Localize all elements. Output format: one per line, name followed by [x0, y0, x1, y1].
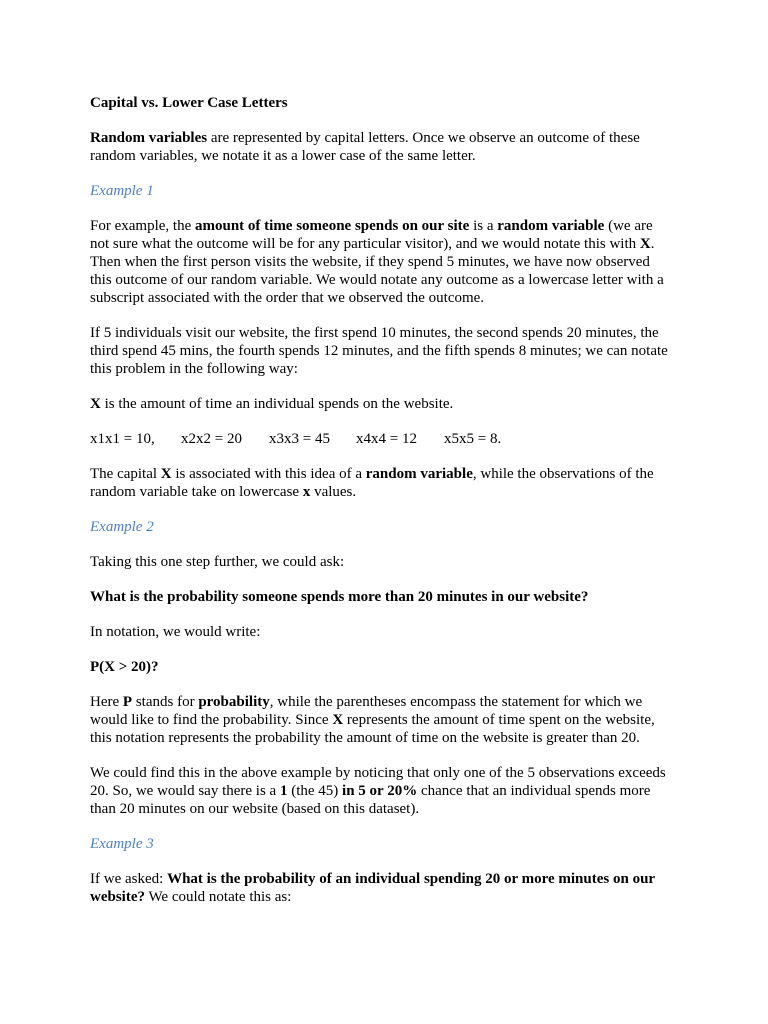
example-1-heading: Example 1	[90, 183, 154, 199]
intro-term: Random variables	[90, 130, 208, 146]
text-run: Here	[90, 694, 123, 710]
example-1-paragraph-2: If 5 individuals visit our website, the first spend 10 minutes, the second spends 20 minutes, the third spend 45 mins, the fourth spends 12 minutes, and the fifth spends 8 minutes; we can notate this problem in the following way:	[90, 325, 668, 377]
bold-run: P	[122, 694, 133, 710]
text-run: We could notate this as:	[145, 889, 292, 905]
observations-line	[90, 430, 672, 448]
text-run: , while the observations of the random variable take on lowercase	[90, 466, 654, 500]
text-run: chance that an individual spends more than 20 minutes on our website (based on this dataset).	[90, 783, 651, 817]
example-2-paragraph-4	[90, 764, 672, 818]
bold-run: amount of time someone spends on our site	[194, 218, 470, 234]
example-2-question	[90, 588, 672, 606]
example-2-paragraph-1: Taking this one step further, we could ask:	[90, 554, 345, 570]
example-3-heading: Example 3	[90, 836, 154, 852]
example-2-paragraph-3	[90, 693, 672, 747]
text-run: (we are not sure what the outcome will be for any particular visitor), and we would notate this with	[90, 218, 653, 252]
example-1-paragraph-3	[90, 395, 672, 413]
notation-text: P(X > 20)?	[90, 659, 159, 675]
text-run: The capital	[90, 466, 161, 482]
bold-run: X	[160, 466, 172, 482]
observation-3: x3x3 = 45	[269, 431, 330, 447]
probability-notation	[90, 658, 672, 676]
example-2-heading: Example 2	[90, 519, 154, 535]
text-run: (the 45)	[287, 783, 343, 799]
text-run: If we asked:	[90, 871, 168, 887]
observation-4: x4x4 = 12	[356, 431, 417, 447]
example-1-paragraph-1	[90, 217, 672, 307]
bold-run: X	[639, 236, 651, 252]
example-1-paragraph-4	[90, 465, 672, 501]
bold-run: random variable	[497, 218, 605, 234]
bold-run: X	[90, 396, 101, 412]
bold-run: random variable	[365, 466, 473, 482]
bold-run: What is the probability of an individual spending 20 or more minutes on our website?	[90, 871, 655, 905]
text-run: represents the amount of time spent on the website, this notation represents the probability the amount of time on the website is greater than 20.	[90, 712, 655, 746]
bold-run: in 5 or 20%	[342, 783, 418, 799]
document-title: Capital vs. Lower Case Letters	[90, 95, 288, 111]
intro-paragraph	[90, 129, 672, 165]
observation-1: x1x1 = 10,	[90, 431, 155, 447]
text-run: stands for	[132, 694, 199, 710]
text-run: For example, the	[90, 218, 195, 234]
bold-run: X	[332, 712, 344, 728]
text-run: values.	[310, 484, 357, 500]
text-run: is the amount of time an individual spends on the website.	[100, 396, 454, 412]
text-run: is associated with this idea of a	[171, 466, 366, 482]
example-2-paragraph-2: In notation, we would write:	[90, 624, 261, 640]
bold-run: 1	[279, 783, 288, 799]
observation-2: x2x2 = 20	[181, 431, 242, 447]
bold-run: x	[302, 484, 311, 500]
text-run: We could find this in the above example by noticing that only one of the 5 observations exceeds 20. So, we would say there is a	[90, 765, 666, 799]
text-run: , while the parentheses encompass the statement for which we would like to find the probability. Since	[90, 694, 643, 728]
text-run: . Then when the first person visits the website, if they spend 5 minutes, we have now observed this outcome of our random variable. We would notate any outcome as a lowercase letter with a subscript associated with the order that we observed the outcome.	[90, 236, 664, 306]
intro-text: are represented by capital letters. Once we observe an outcome of these random variables, we notate it as a lower case of the same letter.	[90, 130, 640, 164]
text-run: is a	[469, 218, 498, 234]
example-3-paragraph-1	[90, 870, 672, 906]
observation-5: x5x5 = 8.	[444, 431, 502, 447]
bold-run: probability	[198, 694, 270, 710]
question-text: What is the probability someone spends more than 20 minutes in our website?	[90, 589, 589, 605]
